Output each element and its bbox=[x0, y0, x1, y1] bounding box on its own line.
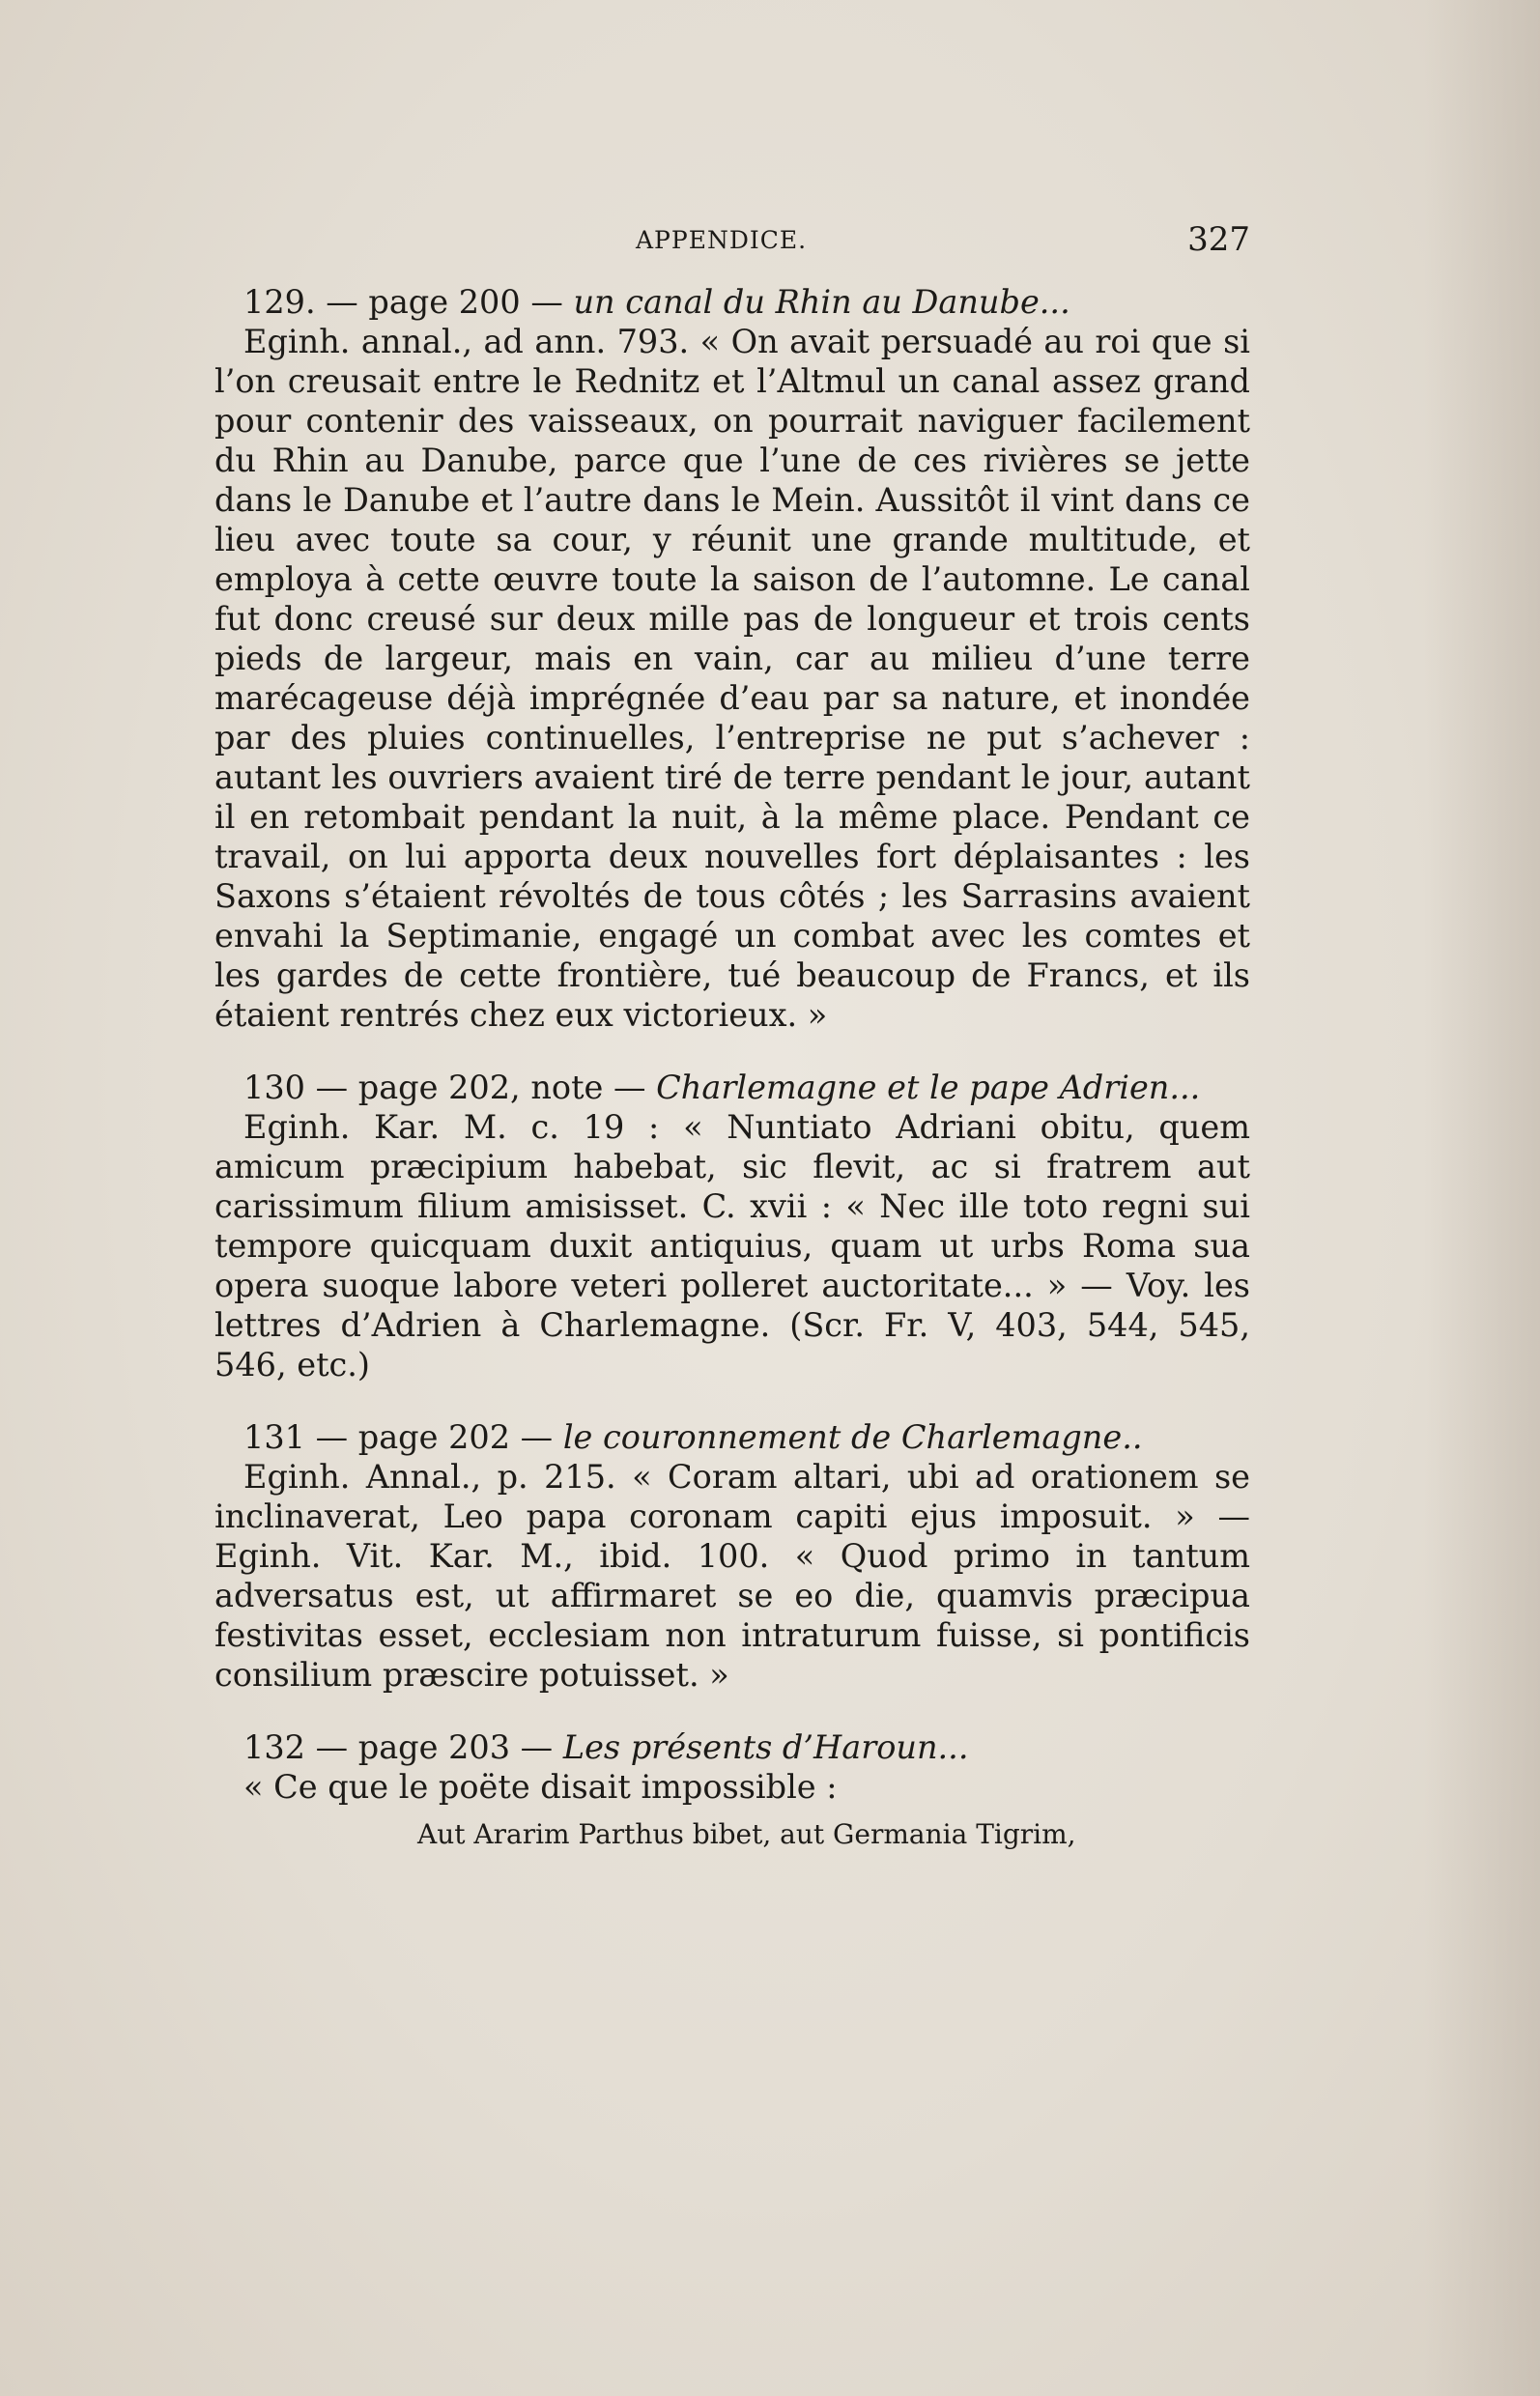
note-body: « Ce que le poëte disait impossible : bbox=[243, 1768, 838, 1806]
note-number: 130 bbox=[243, 1069, 305, 1106]
note-heading bbox=[214, 1417, 1250, 1457]
page-edge-shadow bbox=[1424, 0, 1540, 2396]
note-132 bbox=[214, 1727, 1250, 1854]
note-reference: — page 202 — bbox=[304, 1418, 563, 1456]
page-number: 327 bbox=[1187, 220, 1250, 259]
note-reference: — page 203 — bbox=[304, 1728, 563, 1766]
note-body: Eginh. Kar. M. c. 19 : « Nuntiato Adriani obitu, quem amicum præcipium habebat, sic flevit, ac si fratrem aut carissimum filium amisisset. C. xvii : « Nec ille toto regni sui tempore quicquam duxit antiquius, quam ut urbs Roma sua opera suoque labore veteri polleret auctoritate... » — Voy. les lettres d’Adrien à Charlemagne. (Scr. Fr. V, 403, 544, 545, 546, etc.) bbox=[214, 1108, 1250, 1383]
note-subject: le couronnement de Charlemagne.. bbox=[562, 1418, 1143, 1456]
note-131 bbox=[214, 1417, 1250, 1695]
verse-quotation: Aut Ararim Parthus bibet, aut Germania Tigrim, bbox=[417, 1818, 1076, 1850]
note-reference: — page 200 — bbox=[315, 283, 574, 321]
note-number: 132 bbox=[243, 1728, 305, 1766]
note-subject: un canal du Rhin au Danube... bbox=[573, 283, 1070, 321]
note-130 bbox=[214, 1068, 1250, 1384]
note-body: Eginh. annal., ad ann. 793. « On avait persuadé au roi que si l’on creusait entre le Rednitz et l’Altmul un canal assez grand pour contenir des vaisseaux, on pourrait naviguer facilement du Rhin au Danube, parce que l’une de ces rivières se jette dans le Danube et l’autre dans le Mein. Aussitôt il vint dans ce lieu avec toute sa cour, y réunit une grande multitude, et employa à cette œuvre toute la saison de l’automne. Le canal fut donc creusé sur deux mille pas de longueur et trois cents pieds de largeur, mais en vain, car au milieu d’une terre marécageuse déjà imprégnée d’eau par sa nature, et inondée par des pluies continuelles, l’entreprise ne put s’achever : autant les ouvriers avaient tiré de terre pendant le jour, autant il en retombait pendant la nuit, à la même place. Pendant ce travail, on lui apporta deux nouvelles fort déplaisantes : les Saxons s’étaient révoltés de tous côtés ; les Sarrasins avaient envahi la Septimanie, engagé un combat avec les comtes et les gardes de cette frontière, tué beaucoup de Francs, et ils étaient rentrés chez eux victorieux. » bbox=[214, 323, 1250, 1034]
running-title: APPENDICE. bbox=[636, 226, 808, 254]
note-body: Eginh. Annal., p. 215. « Coram altari, ubi ad orationem se inclinaverat, Leo papa coronam capiti ejus imposuit. » — Eginh. Vit. Kar. M., ibid. 100. « Quod primo in tantum adversatus est, ut affirmaret se eo die, quamvis præcipua festivitas esset, ecclesiam non intraturum fuisse, si pontificis consilium præscire potuisset. » bbox=[214, 1458, 1250, 1694]
note-129 bbox=[214, 282, 1250, 1035]
running-head bbox=[214, 220, 1250, 269]
note-subject: Charlemagne et le pape Adrien... bbox=[656, 1069, 1201, 1106]
note-subject: Les présents d’Haroun... bbox=[562, 1728, 969, 1766]
note-reference: — page 202, note — bbox=[304, 1069, 657, 1106]
note-heading bbox=[214, 1727, 1250, 1767]
note-number: 129. bbox=[243, 283, 316, 321]
note-heading bbox=[214, 282, 1250, 322]
text-block bbox=[214, 220, 1250, 1854]
note-number: 131 bbox=[243, 1418, 305, 1456]
note-heading bbox=[214, 1068, 1250, 1107]
